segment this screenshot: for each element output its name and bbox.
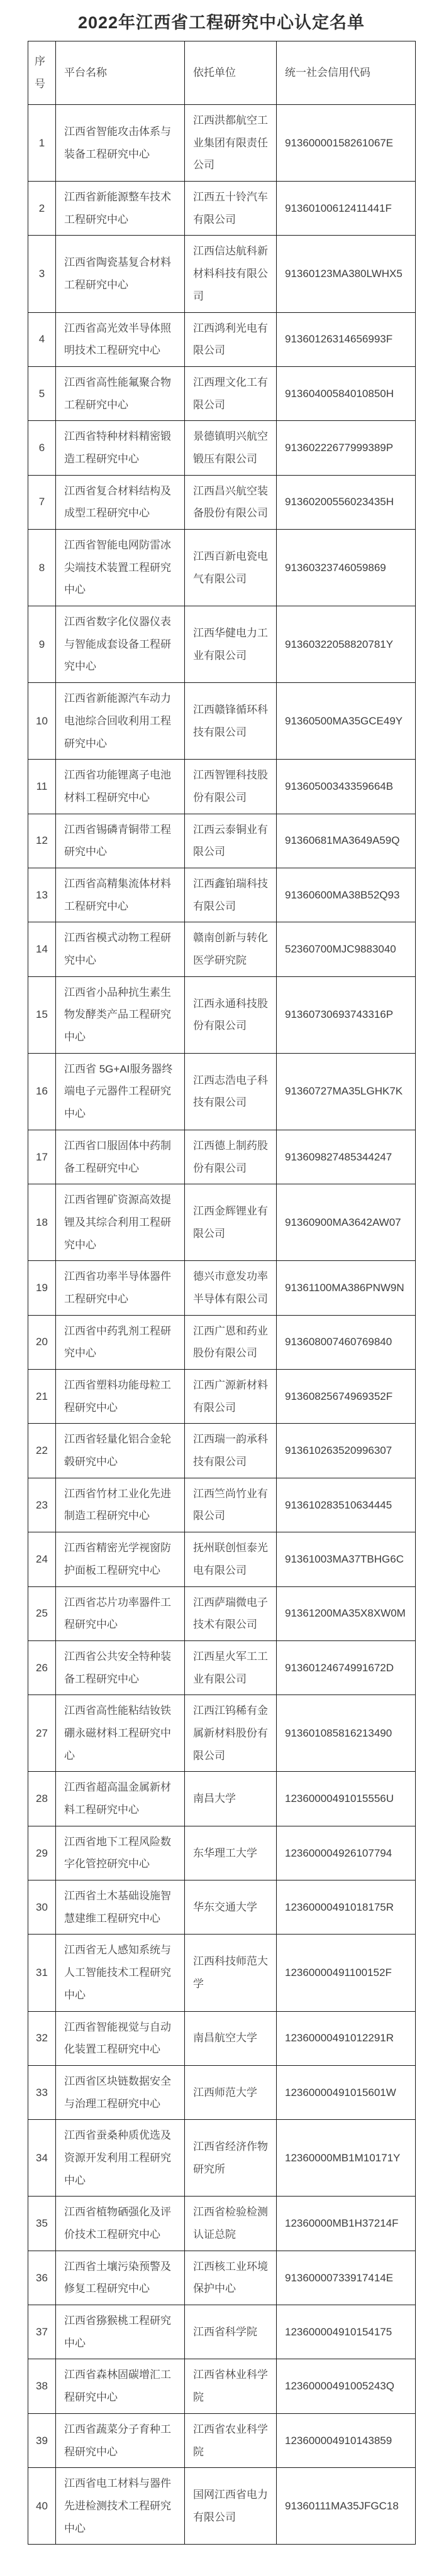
credit-code-cell: 91360124674991672D [277,1640,416,1695]
table-row [28,2120,416,2197]
row-number-cell: 28 [28,1772,56,1826]
platform-name-cell: 江西省智能电网防雷冰尖端技术装置工程研究中心 [56,530,185,606]
table-row [28,1880,416,1935]
credit-code-cell: 91360123MA380LWHX5 [277,236,416,312]
credit-code-cell: 913609827485344247 [277,1130,416,1184]
table-row [28,606,416,683]
row-number-cell: 1 [28,105,56,182]
page-title: 2022年江西省工程研究中心认定名单 [77,13,365,32]
table-row [28,1695,416,1772]
credit-code-cell: 91360000733917414E [277,2251,416,2305]
credit-code-cell: 12360000491015601W [277,2065,416,2119]
table-row [28,814,416,868]
table-row [28,1370,416,1424]
table-row [28,475,416,529]
platform-name-cell: 江西省口服固体中药制备工程研究中心 [56,1130,185,1184]
credit-code-cell: 12360000491005243Q [277,2359,416,2413]
credit-code-cell: 91361200MA35X8XW0M [277,1586,416,1640]
platform-name-cell: 江西省无人感知系统与人工智能技术工程研究中心 [56,1935,185,2011]
supporting-unit-cell: 德兴市意发功率半导体有限公司 [185,1261,277,1315]
row-number-cell: 25 [28,1586,56,1640]
table-row [28,2305,416,2359]
supporting-unit-cell: 江西瑞一韵承科技有限公司 [185,1424,277,1478]
credit-code-cell: 12360000MB1M10171Y [277,2120,416,2197]
platform-name-cell: 江西省轻量化铝合金轮毂研究中心 [56,1424,185,1478]
row-number-cell: 11 [28,760,56,814]
platform-name-cell: 江西省竹材工业化先进制造工程研究中心 [56,1478,185,1532]
table-row [28,236,416,312]
row-number-cell: 33 [28,2065,56,2119]
credit-code-cell: 52360700MJC9883040 [277,922,416,976]
table-row [28,1640,416,1695]
credit-code-cell: 913610283510634445 [277,1478,416,1532]
platform-name-cell: 江西省植物硒强化及评价技术工程研究中心 [56,2197,185,2251]
platform-name-cell: 江西省中药乳剂工程研究中心 [56,1315,185,1369]
table-row [28,2413,416,2467]
credit-code-cell: 12360000MB1H37214F [277,2197,416,2251]
credit-code-cell: 123600004926107794 [277,1826,416,1880]
platform-name-cell: 江西省锂矿资源高效提锂及其综合利用工程研究中心 [56,1184,185,1261]
platform-name-cell: 江西省 5G+AI服务器终端电子元器件工程研究中心 [56,1053,185,1130]
row-number-cell: 10 [28,683,56,760]
row-number-cell: 23 [28,1478,56,1532]
row-number-cell: 40 [28,2468,56,2545]
credit-code-cell: 91360322058820781Y [277,606,416,683]
table-row [28,2197,416,2251]
row-number-cell: 12 [28,814,56,868]
row-number-cell: 36 [28,2251,56,2305]
credit-code-cell: 12360000491100152F [277,1935,416,2011]
credit-code-cell: 91360126314656993F [277,312,416,366]
supporting-unit-cell: 江西鸿利光电有限公司 [185,312,277,366]
row-number-cell: 35 [28,2197,56,2251]
credit-code-cell: 91361003MA37TBHG6C [277,1532,416,1586]
row-number-cell: 5 [28,366,56,420]
credit-code-cell: 91360400584010850H [277,366,416,420]
table-row [28,1478,416,1532]
row-number-cell: 14 [28,922,56,976]
credit-code-cell: 123600004910143859 [277,2413,416,2467]
row-number-cell: 30 [28,1880,56,1935]
supporting-unit-cell: 江西五十铃汽车有限公司 [185,182,277,236]
credit-code-cell: 91360000158261067E [277,105,416,182]
platform-name-cell: 江西省特种材料精密锻造工程研究中心 [56,421,185,475]
table-row [28,2065,416,2119]
platform-name-cell: 江西省公共安全特种装备工程研究中心 [56,1640,185,1695]
credit-code-cell: 91360825674969352F [277,1370,416,1424]
supporting-unit-cell: 江西科技师范大学 [185,1935,277,2011]
row-number-cell: 16 [28,1053,56,1130]
row-number-cell: 6 [28,421,56,475]
table-row [28,1424,416,1478]
header-cell-credit-code: 统一社会信用代码 [277,41,416,105]
credit-code-cell: 913610263520996307 [277,1424,416,1478]
platform-name-cell: 江西省芯片功率器件工程研究中心 [56,1586,185,1640]
table-body [28,105,416,2545]
table-row [28,312,416,366]
supporting-unit-cell: 江西华健电力工业有限公司 [185,606,277,683]
row-number-cell: 3 [28,236,56,312]
supporting-unit-cell: 江西志浩电子科技有限公司 [185,1053,277,1130]
recognition-list-table [28,41,416,2545]
supporting-unit-cell: 江西广恩和药业股份有限公司 [185,1315,277,1369]
supporting-unit-cell: 江西德上制药股份有限公司 [185,1130,277,1184]
platform-name-cell: 江西省猕猴桃工程研究中心 [56,2305,185,2359]
platform-name-cell: 江西省陶瓷基复合材料工程研究中心 [56,236,185,312]
row-number-cell: 27 [28,1695,56,1772]
credit-code-cell: 123600004910154175 [277,2305,416,2359]
platform-name-cell: 江西省数字化仪器仪表与智能成套设备工程研究中心 [56,606,185,683]
table-row [28,1935,416,2011]
table-row [28,530,416,606]
table-row [28,1130,416,1184]
row-number-cell: 8 [28,530,56,606]
credit-code-cell: 91360681MA3649A59Q [277,814,416,868]
platform-name-cell: 江西省锡磷青铜带工程研究中心 [56,814,185,868]
row-number-cell: 15 [28,976,56,1053]
platform-name-cell: 江西省区块链数据安全与治理工程研究中心 [56,2065,185,2119]
platform-name-cell: 江西省智能视觉与自动化装置工程研究中心 [56,2011,185,2065]
supporting-unit-cell: 江西鑫铂瑞科技有限公司 [185,868,277,922]
credit-code-cell: 91360222677999389P [277,421,416,475]
platform-name-cell: 江西省功能锂离子电池材料工程研究中心 [56,760,185,814]
row-number-cell: 19 [28,1261,56,1315]
platform-name-cell: 江西省塑料功能母粒工程研究中心 [56,1370,185,1424]
credit-code-cell: 91360100612411441F [277,182,416,236]
platform-name-cell: 江西省智能攻击体系与装备工程研究中心 [56,105,185,182]
supporting-unit-cell: 江西竺尚竹业有限公司 [185,1478,277,1532]
supporting-unit-cell: 南昌大学 [185,1772,277,1826]
credit-code-cell: 91360111MA35JFGC18 [277,2468,416,2545]
credit-code-cell: 91360500MA35GCE49Y [277,683,416,760]
row-number-cell: 21 [28,1370,56,1424]
row-number-cell: 26 [28,1640,56,1695]
header-cell-platform-name: 平台名称 [56,41,185,105]
row-number-cell: 13 [28,868,56,922]
table-row [28,2468,416,2545]
table-row [28,2011,416,2065]
row-number-cell: 37 [28,2305,56,2359]
table-row [28,2251,416,2305]
platform-name-cell: 江西省功率半导体器件工程研究中心 [56,1261,185,1315]
credit-code-cell: 91360727MA35LGHK7K [277,1053,416,1130]
supporting-unit-cell: 江西省科学院 [185,2305,277,2359]
platform-name-cell: 江西省电工材料与器件先进检测技术工程研究中心 [56,2468,185,2545]
table-row [28,922,416,976]
platform-name-cell: 江西省复合材料结构及成型工程研究中心 [56,475,185,529]
supporting-unit-cell: 江西洪都航空工业集团有限责任公司 [185,105,277,182]
row-number-cell: 39 [28,2413,56,2467]
supporting-unit-cell: 江西赣锋循环科技有限公司 [185,683,277,760]
table-row [28,1261,416,1315]
table-header-row [28,41,416,105]
row-number-cell: 17 [28,1130,56,1184]
supporting-unit-cell: 抚州联创恒泰光电有限公司 [185,1532,277,1586]
platform-name-cell: 江西省高性能粘结钕铁硼永磁材料工程研究中心 [56,1695,185,1772]
table-row [28,182,416,236]
credit-code-cell: 91360500343359664B [277,760,416,814]
row-number-cell: 34 [28,2120,56,2197]
row-number-cell: 29 [28,1826,56,1880]
table-row [28,1315,416,1369]
supporting-unit-cell: 江西江钨稀有金属新材料股份有限公司 [185,1695,277,1772]
table-row [28,1053,416,1130]
platform-name-cell: 江西省土壤污染预警及修复工程研究中心 [56,2251,185,2305]
table-row [28,105,416,182]
platform-name-cell: 江西省高光效半导体照明技术工程研究中心 [56,312,185,366]
credit-code-cell: 91360730693743316P [277,976,416,1053]
credit-code-cell: 91360323746059869 [277,530,416,606]
table-row [28,2359,416,2413]
supporting-unit-cell: 江西云泰铜业有限公司 [185,814,277,868]
platform-name-cell: 江西省土木基础设施智慧建维工程研究中心 [56,1880,185,1935]
supporting-unit-cell: 赣南创新与转化医学研究院 [185,922,277,976]
header-cell-row-number: 序号 [28,41,56,105]
supporting-unit-cell: 江西百新电瓷电气有限公司 [185,530,277,606]
row-number-cell: 7 [28,475,56,529]
platform-name-cell: 江西省蚕桑种质优选及资源开发利用工程研究中心 [56,2120,185,2197]
platform-name-cell: 江西省模式动物工程研究中心 [56,922,185,976]
supporting-unit-cell: 江西昌兴航空装备股份有限公司 [185,475,277,529]
platform-name-cell: 江西省新能源汽车动力电池综合回收利用工程研究中心 [56,683,185,760]
row-number-cell: 20 [28,1315,56,1369]
credit-code-cell: 913608007460769840 [277,1315,416,1369]
supporting-unit-cell: 江西师范大学 [185,2065,277,2119]
supporting-unit-cell: 江西理文化工有限公司 [185,366,277,420]
table-row [28,683,416,760]
supporting-unit-cell: 南昌航空大学 [185,2011,277,2065]
supporting-unit-cell: 江西核工业环境保护中心 [185,2251,277,2305]
platform-name-cell: 江西省蔬菜分子育种工程研究中心 [56,2413,185,2467]
platform-name-cell: 江西省高性能氟聚合物工程研究中心 [56,366,185,420]
row-number-cell: 18 [28,1184,56,1261]
supporting-unit-cell: 江西萨瑞微电子技术有限公司 [185,1586,277,1640]
credit-code-cell: 91361100MA386PNW9N [277,1261,416,1315]
table-row [28,421,416,475]
supporting-unit-cell: 江西省检验检测认证总院 [185,2197,277,2251]
bottom-margin [0,2545,439,2576]
credit-code-cell: 91360600MA38B52Q93 [277,868,416,922]
supporting-unit-cell: 华东交通大学 [185,1880,277,1935]
table-row [28,976,416,1053]
supporting-unit-cell: 国网江西省电力有限公司 [185,2468,277,2545]
supporting-unit-cell: 江西永通科技股份有限公司 [185,976,277,1053]
row-number-cell: 22 [28,1424,56,1478]
credit-code-cell: 12360000491012291R [277,2011,416,2065]
table-row [28,760,416,814]
supporting-unit-cell: 江西广源新材料有限公司 [185,1370,277,1424]
row-number-cell: 9 [28,606,56,683]
platform-name-cell: 江西省小品种抗生素生物发酵类产品工程研究中心 [56,976,185,1053]
platform-name-cell: 江西省地下工程风险数字化管控研究中心 [56,1826,185,1880]
row-number-cell: 32 [28,2011,56,2065]
table-row [28,366,416,420]
supporting-unit-cell: 江西星火军工工业有限公司 [185,1640,277,1695]
supporting-unit-cell: 江西省经济作物研究所 [185,2120,277,2197]
credit-code-cell: 12360000491018175R [277,1880,416,1935]
credit-code-cell: 913601085816213490 [277,1695,416,1772]
supporting-unit-cell: 东华理工大学 [185,1826,277,1880]
supporting-unit-cell: 江西金辉锂业有限公司 [185,1184,277,1261]
platform-name-cell: 江西省新能源整车技术工程研究中心 [56,182,185,236]
table-row [28,1586,416,1640]
header-cell-supporting-unit: 依托单位 [185,41,277,105]
row-number-cell: 2 [28,182,56,236]
credit-code-cell: 12360000491015556U [277,1772,416,1826]
supporting-unit-cell: 江西智锂科技股份有限公司 [185,760,277,814]
supporting-unit-cell: 江西省农业科学院 [185,2413,277,2467]
supporting-unit-cell: 景德镇明兴航空锻压有限公司 [185,421,277,475]
row-number-cell: 38 [28,2359,56,2413]
table-row [28,1826,416,1880]
credit-code-cell: 91360900MA3642AW07 [277,1184,416,1261]
row-number-cell: 4 [28,312,56,366]
row-number-cell: 24 [28,1532,56,1586]
table-row [28,1532,416,1586]
supporting-unit-cell: 江西省林业科学院 [185,2359,277,2413]
table-row [28,868,416,922]
row-number-cell: 31 [28,1935,56,2011]
platform-name-cell: 江西省森林固碳增汇工程研究中心 [56,2359,185,2413]
table-row [28,1772,416,1826]
platform-name-cell: 江西省高精集流体材料工程研究中心 [56,868,185,922]
credit-code-cell: 91360200556023435H [277,475,416,529]
platform-name-cell: 江西省超高温金属新材料工程研究中心 [56,1772,185,1826]
table-row [28,1184,416,1261]
platform-name-cell: 江西省精密光学视窗防护面板工程研究中心 [56,1532,185,1586]
supporting-unit-cell: 江西信达航科新材料科技有限公司 [185,236,277,312]
